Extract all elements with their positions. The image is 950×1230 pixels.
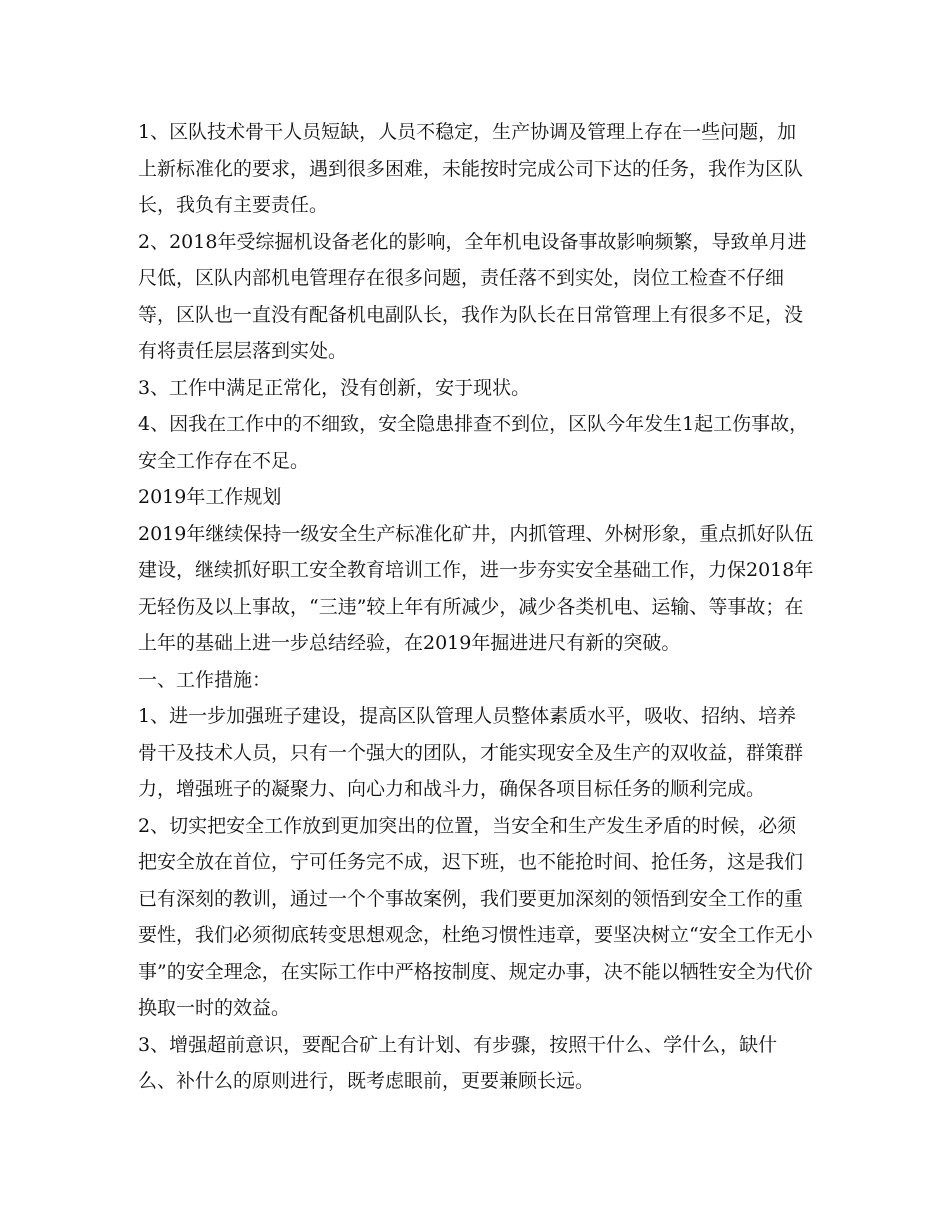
paragraph-measure-1: 1、进一步加强班子建设，提高区队管理人员整体素质水平，吸收、招纳、培养骨干及技术人员，只有一个强大的团队，才能实现安全及生产的双收益，群策群力，增强班子的凝聚力、向心力和战斗力，确保各项目标任务的顺利完成。 [138, 705, 804, 800]
document-body [138, 114, 814, 1100]
paragraph-problem-3: 3、工作中满足正常化，没有创新，安于现状。 [138, 376, 531, 399]
paragraph-plan-summary: 2019年继续保持一级安全生产标准化矿井，内抓管理、外树形象，重点抓好队伍建设，继续抓好职工安全教育培训工作，进一步夯实安全基础工作，力保2018年无轻伤及以上事故，“三违”较上年有所减少，减少各类机电、运输、等事故；在上年的基础上进一步总结经验，在2019年掘进进尺有新的突破。 [138, 522, 814, 654]
paragraph-problem-1: 1、区队技术骨干人员短缺，人员不稳定，生产协调及管理上存在一些问题，加上新标准化的要求，遇到很多困难，未能按时完成公司下达的任务，我作为区队长，我负有主要责任。 [138, 121, 804, 216]
section-heading-plan: 2019年工作规划 [138, 486, 282, 508]
section-heading-measures: 一、工作措施： [138, 668, 272, 691]
paragraph-problem-4: 4、因我在工作中的不细致，安全隐患排查不到位，区队今年发生1起工伤事故，安全工作存在不足。 [138, 413, 809, 472]
paragraph-measure-3: 3、增强超前意识，要配合矿上有计划、有步骤，按照干什么、学什么，缺什么、补什么的原则进行，既考虑眼前，更要兼顾长远。 [138, 1033, 778, 1092]
paragraph-measure-2: 2、切实把安全工作放到更加突出的位置，当安全和生产发生矛盾的时候，必须把安全放在首位，宁可任务完不成，迟下班，也不能抢时间、抢任务，这是我们已有深刻的教训，通过一个个事故案例，我们要更加深刻的领悟到安全工作的重要性，我们必须彻底转变思想观念，杜绝习惯性违章，要坚决树立“安全工作无小事”的安全理念，在实际工作中严格按制度、规定办事，决不能以牺牲安全为代价换取一时的效益。 [138, 814, 813, 1019]
paragraph-problem-2: 2、2018年受综掘机设备老化的影响，全年机电设备事故影响频繁，导致单月进尺低，区队内部机电管理存在很多问题，责任落不到实处，岗位工检查不仔细等，区队也一直没有配备机电副队长，我作为队长在日常管理上有很多不足，没有将责任层层落到实处。 [138, 230, 807, 362]
